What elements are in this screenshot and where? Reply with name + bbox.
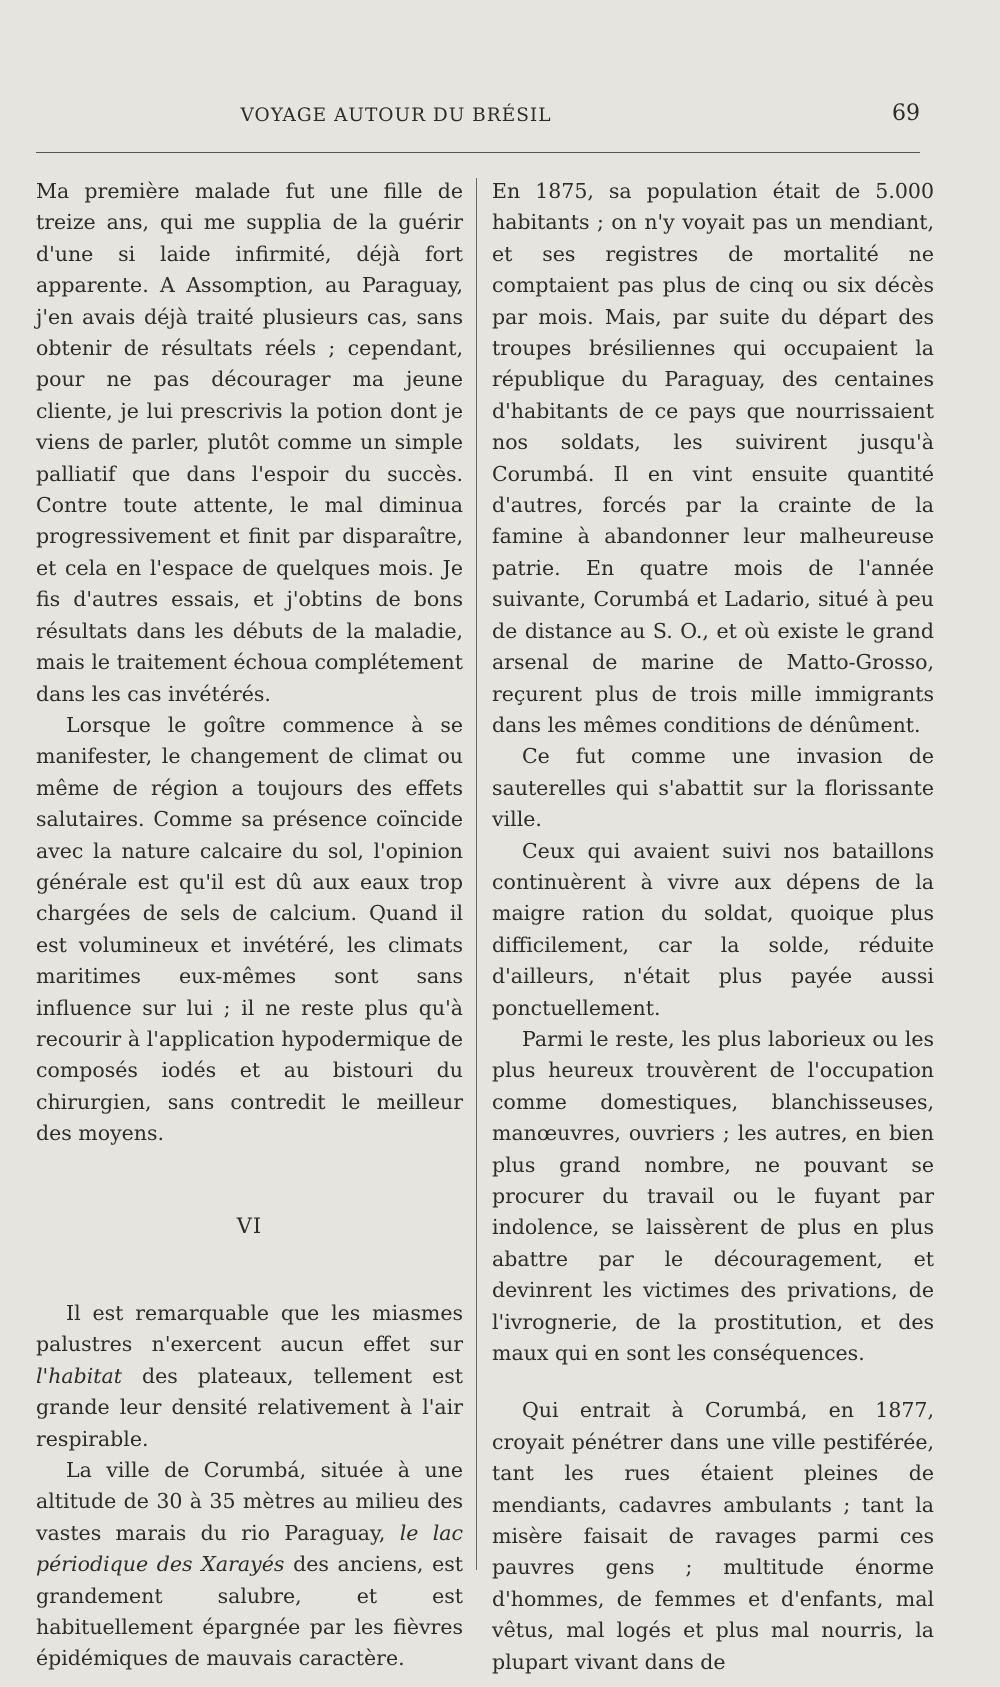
text-run: des plateaux, tellement est grande leur densité relativement à l'air respirable.	[36, 1363, 463, 1451]
text-run: Il est remarquable que les miasmes palustres n'exercent aucun effet sur	[36, 1301, 463, 1357]
running-title: VOYAGE AUTOUR DU BRÉSIL	[240, 105, 552, 126]
paragraph: Qui entrait à Corumbá, en 1877, croyait pénétrer dans une ville pestiférée, tant les rues étaient pleines de mendiants, cadavres ambulants ; tant la misère faisait de ravages parmi ces pauvres gens ; multitude énorme d'hommes, de femmes et d'enfants, mal vêtus, mal logés et plus mal nourris, la plupart vivant dans de	[492, 1398, 934, 1674]
paragraph: Ma première malade fut une fille de treize ans, qui me supplia de la guérir d'une si laide infirmité, déjà fort apparente. A Assomption, au Paraguay, j'en avais déjà traité plusieurs cas, sans obtenir de résultats réels ; cependant, pour ne pas décourager ma jeune cliente, je lui prescrivis la potion dont je viens de parler, plutôt comme un simple palliatif que dans l'espoir du succès. Contre toute attente, le mal diminua progressivement et finit par disparaître, et cela en l'espace de quelques mois. Je fis d'autres essais, et j'obtins de bons résultats dans les débuts de la maladie, mais le traitement échoua complétement dans les cas invétérés.	[36, 179, 463, 706]
text-run: des anciens, est grandement salubre, et est habituellement épargnée par les fièvres épidémiques de mauvais caractère.	[36, 1552, 463, 1671]
page-number: 69	[892, 101, 920, 126]
italic-text: l'habitat	[36, 1363, 122, 1388]
page-header	[36, 100, 920, 134]
paragraph: Lorsque le goître commence à se manifester, le changement de climat ou même de région a toujours des effets salutaires. Comme sa présence coïncide avec la nature calcaire du sol, l'opinion générale est qu'il est dû aux eaux trop chargées de sels de calcium. Quand il est volumineux et invétéré, les climats maritimes eux-mêmes sont sans influence sur lui ; il ne reste plus qu'à recourir à l'application hypodermique de composés iodés et au bistouri du chirurgien, sans contredit le meilleur des moyens.	[36, 712, 463, 1146]
paragraph-gap	[492, 1369, 934, 1395]
column-divider	[476, 178, 477, 1570]
paragraph	[36, 1455, 463, 1675]
italic-text: le lac périodique des Xarayés	[36, 1520, 464, 1577]
paragraph: Ce fut comme une invasion de sauterelles qui s'abattit sur la florissante ville.	[492, 744, 934, 832]
paragraph: Parmi le reste, les plus laborieux ou les plus heureux trouvèrent de l'occupation comme domestiques, blanchisseuses, manœuvres, ouvriers ; les autres, en bien plus grand nombre, ne pouvant se procurer du travail ou le fuyant par indolence, se laissèrent de plus en plus abattre par le découragement, et devinrent les victimes des privations, de l'ivrognerie, de la prostitution, et des maux qui en sont les conséquences.	[492, 1026, 934, 1366]
header-rule	[36, 152, 920, 153]
text-run: La ville de Corumbá, située à une altitude de 30 à 35 mètres au milieu des vastes marais du rio Paraguay,	[36, 1458, 463, 1545]
paragraph: Ceux qui avaient suivi nos bataillons continuèrent à vivre aux dépens de la maigre ration du soldat, quoique plus difficilement, car la solde, réduite d'ailleurs, n'était plus payée aussi ponctuellement.	[492, 838, 934, 1020]
right-column	[492, 176, 934, 1678]
left-column	[36, 176, 463, 1675]
paragraph	[36, 1298, 463, 1455]
section-heading: VI	[236, 1213, 263, 1238]
paragraph: En 1875, sa population était de 5.000 habitants ; on n'y voyait pas un mendiant, et ses registres de mortalité ne comptaient pas plus de cinq ou six décès par mois. Mais, par suite du départ des troupes brésiliennes qui occupaient la république du Paraguay, des centaines d'habitants de ce pays que nourrissaient nos soldats, les suivirent jusqu'à Corumbá. Il en vint ensuite quantité d'autres, forcés par la crainte de la famine à abandonner leur malheureuse patrie. En quatre mois de l'année suivante, Corumbá et Ladario, situé à peu de distance au S. O., et où existe le grand arsenal de marine de Matto-Grosso, reçurent plus de trois mille immigrants dans les mêmes conditions de dénûment.	[492, 179, 934, 737]
